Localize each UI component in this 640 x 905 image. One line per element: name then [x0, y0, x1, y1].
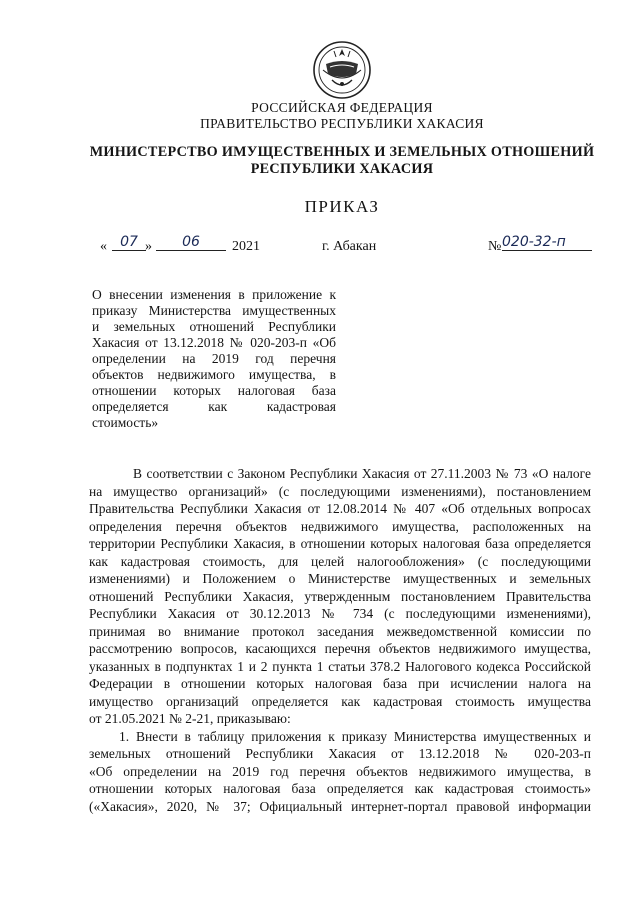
- date-open-quote: «: [100, 239, 107, 254]
- coat-of-arms-emblem-icon: [312, 40, 372, 100]
- subject-line: Хакасия от 13.12.2018 № 020-203-п «Об: [92, 335, 336, 350]
- body-line: имущество организаций определяется как кадастровая стоимость имущества: [89, 693, 591, 709]
- document-number-handwritten: 020-32-п: [502, 234, 592, 251]
- body-line: Федерации в отношении которых налоговая база при исчислении налога на: [89, 676, 591, 691]
- subject-line: стоимость»: [92, 415, 159, 430]
- city-name: г. Абакан: [322, 239, 377, 254]
- date-close-quote: »: [145, 239, 152, 254]
- order-body: [89, 465, 591, 815]
- subject-line: определяется как кадастровая: [92, 399, 336, 414]
- document-type-title: ПРИКАЗ: [304, 197, 380, 216]
- body-line: определения перечня объектов недвижимого имущества, расположенных на: [89, 518, 591, 534]
- body-line: рассмотрению вопросов, касающихся перечня объектов недвижимого имущества,: [89, 641, 591, 656]
- body-line: на имущество организаций» (с последующими изменениями), постановлением: [89, 483, 591, 499]
- date-number-line: [100, 236, 580, 258]
- body-line: указанных в подпунктах 1 и 2 пункта 1 статьи 378.2 Налогового кодекса Российской: [89, 658, 591, 674]
- body-line: 1. Внести в таблицу приложения к приказу Министерства имущественных и: [119, 728, 591, 744]
- federation-title: РОССИЙСКАЯ ФЕДЕРАЦИЯ: [251, 100, 433, 115]
- subject-line: О внесении изменения в приложение к: [92, 287, 336, 302]
- body-line: как кадастровая стоимость, для целей налогообложения» (с последующими: [89, 553, 591, 569]
- subject-line: и земельных отношений Республики: [92, 319, 336, 334]
- body-line: принимая во внимание протокол заседания межведомственной комиссии по: [89, 623, 591, 639]
- ministry-title-line2: РЕСПУБЛИКИ ХАКАСИЯ: [250, 161, 434, 177]
- subject-line: определении на 2019 год перечня: [92, 351, 336, 366]
- subject-line: отношении которых налоговая база: [92, 383, 336, 398]
- body-line: от 21.05.2021 № 2-21, приказываю:: [89, 711, 291, 726]
- date-year: 2021: [232, 239, 260, 254]
- number-sign: №: [488, 239, 502, 254]
- body-line: отношений Республики Хакасия, утвержденным постановлением Правительства: [89, 588, 591, 604]
- subject-line: объектов недвижимого имущества, в: [92, 367, 336, 382]
- government-title: ПРАВИТЕЛЬСТВО РЕСПУБЛИКИ ХАКАСИЯ: [200, 116, 484, 131]
- body-line: Республики Хакасия от 30.12.2013 № 734 (с последующими изменениями),: [89, 606, 591, 621]
- subject-block: [92, 287, 336, 431]
- body-line: изменениями) и Положением о Министерстве имущественных и земельных: [89, 571, 591, 586]
- body-line: отношении которых налоговая база определяется как кадастровая стоимость»: [89, 781, 591, 796]
- subject-line: приказу Министерства имущественных: [92, 303, 336, 318]
- body-line: «Об определении на 2019 год перечня объектов недвижимого имущества, в: [89, 763, 591, 779]
- body-line: Правительства Республики Хакасия от 12.08.2014 № 407 «Об отдельных вопросах: [89, 501, 591, 516]
- date-month-handwritten: 06: [156, 234, 226, 251]
- date-day-handwritten: 07: [112, 234, 146, 251]
- body-line: («Хакасия», 2020, № 37; Официальный интернет-портал правовой информации: [89, 798, 591, 814]
- body-line: В соответствии с Законом Республики Хакасия от 27.11.2003 № 73 «О налоге: [133, 466, 591, 481]
- body-line: территории Республики Хакасия, в отношении которых налоговая база определяется: [89, 536, 591, 551]
- ministry-title-line1: МИНИСТЕРСТВО ИМУЩЕСТВЕННЫХ И ЗЕМЕЛЬНЫХ ОТНОШЕНИЙ: [89, 144, 595, 160]
- body-line: земельных отношений Республики Хакасия от 13.12.2018 № 020-203-п: [89, 746, 591, 761]
